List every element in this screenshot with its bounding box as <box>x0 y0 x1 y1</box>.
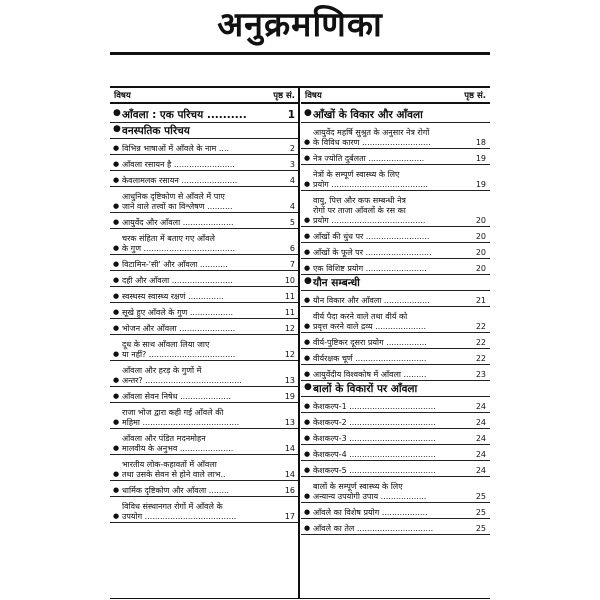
toc-entry-title: भारतीय लोक-कहावतों में आँवला तथा उसके सेवन से होने वाले लाभ.. <box>122 460 226 479</box>
bullet-icon: ● <box>113 376 120 384</box>
bullet-icon: ● <box>113 308 120 316</box>
toc-entry-title: आयुर्वेद महर्षि सुश्रुत के अनुसार नेत्र रोगों के विविध कारण ........................... <box>313 128 431 147</box>
toc-entry <box>301 365 490 381</box>
toc-entry <box>301 191 490 227</box>
bullet-icon: ● <box>304 180 311 188</box>
header-page-number: पृष्ठ सं. <box>464 90 486 101</box>
bullet-icon: ● <box>304 232 311 240</box>
toc-entry-title: केशकल्प-5 .................................. <box>313 466 436 475</box>
toc-entry <box>110 229 299 255</box>
toc-entry-page: 16 <box>284 486 295 495</box>
toc-entry-page: 12 <box>284 350 295 359</box>
toc-entry-page: 24 <box>475 418 486 427</box>
bullet-icon: ● <box>113 108 121 118</box>
toc-section-heading <box>110 107 299 123</box>
toc-entry-page: 4 <box>289 176 295 185</box>
bullet-icon: ● <box>113 292 120 300</box>
bullet-icon: ● <box>113 244 120 252</box>
toc-entry-page: 22 <box>475 322 486 331</box>
toc-entry <box>301 461 490 477</box>
toc-entry-title: धार्मिक दृष्टिकोण और आँवला ........ <box>122 486 230 495</box>
toc-entry-title: भोजन और आँवला ...................... <box>122 324 236 333</box>
toc-entry-page: 1 <box>287 109 295 121</box>
bullet-icon: ● <box>113 276 120 284</box>
bullet-icon: ● <box>304 216 311 224</box>
toc-entry-page: 14 <box>284 470 295 479</box>
toc-entry <box>301 429 490 445</box>
toc-entry-page: 19 <box>475 154 486 163</box>
page-title: अनुक्रमणिका <box>217 5 383 45</box>
bullet-icon: ● <box>113 160 120 168</box>
toc-entry-title: आँवला : एक परिचय .......... <box>122 109 247 121</box>
bullet-icon: ● <box>113 512 120 520</box>
toc-entry-page: 13 <box>284 418 295 427</box>
bullet-icon: ● <box>113 218 120 226</box>
toc-entry-page: 10 <box>284 276 295 285</box>
toc-entry-page: 17 <box>284 512 295 521</box>
toc-entry-page: 22 <box>475 338 486 347</box>
toc-entry-title: केशकल्प-1 .................................. <box>313 402 436 411</box>
toc-entry-page: 2 <box>289 144 295 153</box>
bullet-icon: ● <box>113 486 120 494</box>
bullet-icon: ● <box>304 338 311 346</box>
toc-entry <box>110 429 299 455</box>
bullet-icon: ● <box>304 276 312 286</box>
toc-entry <box>110 403 299 429</box>
toc-entry <box>110 335 299 361</box>
toc-entry-title: केशकल्प-3 .................................. <box>313 434 436 443</box>
bullet-icon: ● <box>304 466 311 474</box>
toc-entry-title: वायु, पित्त और कफ सम्बन्धी नेत्र रोगों पर ताजा आँवलों के रस का प्रयोग ..................................... <box>313 196 426 225</box>
toc-entry <box>301 227 490 243</box>
toc-entry-title: आधुनिक दृष्टिकोण से आँवले में पाए जाने वाले तत्त्वों का विश्लेषण .......... <box>122 192 233 211</box>
header-subject: विषय <box>114 90 131 101</box>
toc-entry-title: विभिन्न भाषाओं में आँवले के नाम .... <box>122 144 230 153</box>
toc-entry <box>301 333 490 349</box>
toc-entry-page: 24 <box>475 434 486 443</box>
toc-entry-page: 14 <box>284 444 295 453</box>
toc-entry <box>301 445 490 461</box>
toc-entry-page: 19 <box>475 180 486 189</box>
bullet-icon: ● <box>113 470 120 478</box>
toc-entry-title: आयुर्वेद और आँवला .................... <box>122 218 234 227</box>
toc-entry-title: स्वस्थस्य स्वास्थ्य रक्षणं .............. <box>122 292 224 301</box>
bullet-icon: ● <box>113 350 120 358</box>
bullet-icon: ● <box>304 450 311 458</box>
toc-entry-page: 24 <box>475 402 486 411</box>
bullet-icon: ● <box>304 108 312 118</box>
toc-table <box>110 86 490 599</box>
toc-entry-title: बालों के सम्पूर्ण स्वास्थ्य के लिए अन्यान्य उपयोगी उपाय .................. <box>313 482 427 501</box>
toc-entry-page: 6 <box>289 244 295 253</box>
toc-entry-title: केवलामलक रसायन ...................... <box>122 176 238 185</box>
toc-entry-page: 11 <box>284 308 295 317</box>
toc-entry <box>110 187 299 213</box>
toc-entry-title: राजा भोज द्वारा कही गई आँवले की महिमा ...................................... <box>122 408 240 427</box>
toc-entry-title: वीर्यरक्षक चूर्ण ............................ <box>313 354 427 363</box>
toc-entry <box>301 149 490 165</box>
toc-entry-title: चरक संहिता में बताए गए आँवले के गुण .................................... <box>122 234 236 253</box>
toc-entry-title: दही और आँवला ........................ <box>122 276 233 285</box>
toc-entry-page: 20 <box>475 216 486 225</box>
toc-entry-title: आँखों की धुंध पर ......................... <box>313 232 430 241</box>
bullet-icon: ● <box>304 248 311 256</box>
bullet-icon: ● <box>304 264 311 272</box>
toc-entry-page: 4 <box>289 202 295 211</box>
bullet-icon: ● <box>113 260 120 268</box>
bullet-icon: ● <box>304 382 312 392</box>
toc-entry <box>110 171 299 187</box>
toc-entry-page: 23 <box>475 370 486 379</box>
bullet-icon: ● <box>113 444 120 452</box>
toc-entry-title: आँवले का तेल .............................. <box>313 524 434 533</box>
column-header-right <box>301 88 490 104</box>
toc-entry-title: वीर्य पैदा करने वाले तथा वीर्य को प्रवृत्त करने वाले द्रव्य .................... <box>313 312 426 331</box>
toc-entry <box>301 259 490 275</box>
toc-entry-page: 19 <box>284 392 295 401</box>
toc-section-heading <box>301 275 490 291</box>
column-header-left <box>110 88 299 104</box>
toc-entry <box>301 243 490 259</box>
toc-entry <box>110 213 299 229</box>
toc-entry-page: 12 <box>284 324 295 333</box>
toc-entry <box>110 155 299 171</box>
toc-section-heading <box>301 381 490 397</box>
toc-entry-title: आँवले का विशेष प्रयोग .................. <box>313 508 428 517</box>
toc-entry-title: आँवला सेवन निषेध .................... <box>122 392 231 401</box>
bullet-icon: ● <box>304 508 311 516</box>
toc-entry-page: 25 <box>475 492 486 501</box>
bullet-icon: ● <box>304 370 311 378</box>
toc-entry <box>110 255 299 271</box>
toc-entry <box>110 319 299 335</box>
toc-entry <box>301 291 490 307</box>
toc-entry-title: विविध संस्थानगत रोगों में आँवले के उपयोग .................................... <box>122 502 237 521</box>
toc-entry-page: 7 <box>289 260 295 269</box>
bullet-icon: ● <box>304 354 311 362</box>
toc-entry-title: केशकल्प-2 .................................. <box>313 418 436 427</box>
bullet-icon: ● <box>113 124 121 134</box>
toc-entry <box>301 503 490 519</box>
header-subject: विषय <box>305 90 322 101</box>
toc-entry <box>110 139 299 155</box>
bullet-icon: ● <box>304 402 311 410</box>
bullet-icon: ● <box>113 202 120 210</box>
toc-section-heading <box>110 123 299 139</box>
toc-entry <box>110 387 299 403</box>
bullet-icon: ● <box>113 392 120 400</box>
bullet-icon: ● <box>304 296 311 304</box>
toc-entry <box>301 307 490 333</box>
toc-entry-page: 11 <box>284 292 295 301</box>
toc-entry <box>301 413 490 429</box>
toc-entry-title: आयुर्वेदीय विश्वकोष में आँवला ......... <box>313 370 427 379</box>
bullet-icon: ● <box>113 176 120 184</box>
toc-entry-title: आँवला और पंडित मदनमोहन मालवीय के अनुभव ..................... <box>122 434 234 453</box>
toc-entries-left <box>110 107 299 523</box>
toc-entry <box>301 477 490 503</box>
bullet-icon: ● <box>304 138 311 146</box>
toc-entry <box>110 361 299 387</box>
title-rule <box>110 52 490 55</box>
toc-entry <box>110 497 299 523</box>
bullet-icon: ● <box>304 418 311 426</box>
toc-entry <box>110 455 299 481</box>
toc-entry-title: नेत्रों के सम्पूर्ण स्वास्थ्य के लिए प्रयोग ...................................... <box>313 170 428 189</box>
toc-entry-title: आँवला और हरड़ के गुणों में अन्तर? ...................................... <box>122 366 242 385</box>
bullet-icon: ● <box>113 418 120 426</box>
bullet-icon: ● <box>304 154 311 162</box>
toc-entry <box>110 271 299 287</box>
toc-entry <box>301 123 490 149</box>
toc-entry-title: आँखों के विकार और आँवला <box>313 109 423 121</box>
toc-entry-page: 18 <box>475 138 486 147</box>
toc-entry <box>110 287 299 303</box>
toc-entry-title: केशकल्प-4 .................................. <box>313 450 436 459</box>
bullet-icon: ● <box>304 322 311 330</box>
toc-entry-page: 13 <box>284 376 295 385</box>
toc-entry-page: 5 <box>289 218 295 227</box>
bullet-icon: ● <box>113 324 120 332</box>
toc-entry-title: आँवला रसायन है ........................ <box>122 160 235 169</box>
toc-entry-title: आँखों के फूले पर .......................... <box>313 248 432 257</box>
bullet-icon: ● <box>304 434 311 442</box>
toc-entry-title: एक विशिष्ट प्रयोग ........................ <box>313 264 427 273</box>
bullet-icon: ● <box>304 524 311 532</box>
toc-entry <box>301 519 490 535</box>
toc-entry <box>301 397 490 413</box>
bullet-icon: ● <box>304 492 311 500</box>
toc-entry-title: यौन सम्बन्धी <box>313 277 360 289</box>
toc-entry-page: 22 <box>475 354 486 363</box>
toc-entry-page: 24 <box>475 466 486 475</box>
toc-entries-right <box>301 107 490 535</box>
toc-entry-title: सूखे हुए आँवले के गुण ................. <box>122 308 234 317</box>
header-page-number: पृष्ठ सं. <box>273 90 295 101</box>
toc-entry-page: 21 <box>475 296 486 305</box>
toc-entry-page: 25 <box>475 508 486 517</box>
toc-entry-page: 20 <box>475 264 486 273</box>
toc-entry-title: वीर्य-पुष्टिकर दूसरा प्रयोग ................ <box>313 338 427 347</box>
toc-entry-title: बालों के विकारों पर आँवला <box>313 383 418 395</box>
toc-entry-title: नेत्र ज्योति दुर्बलता ...................... <box>313 154 425 163</box>
toc-entry-title: यौन विकार और आँवला .................. <box>313 296 430 305</box>
toc-entry-page: 24 <box>475 450 486 459</box>
toc-entry-title: विटामिन-'सी' और आँवला ........... <box>122 260 228 269</box>
toc-entry <box>110 303 299 319</box>
toc-entry-page: 20 <box>475 232 486 241</box>
toc-entry <box>110 481 299 497</box>
column-divider <box>298 88 300 598</box>
toc-section-heading <box>301 107 490 123</box>
toc-entry <box>301 349 490 365</box>
toc-entry-page: 3 <box>289 160 295 169</box>
toc-entry <box>301 165 490 191</box>
toc-entry-title: दूध के साथ आँवला लिया जाए या नहीं? .................................. <box>122 340 236 359</box>
toc-column-right <box>301 88 490 598</box>
toc-column-left <box>110 88 299 598</box>
toc-entry-title: वनस्पतिक परिचय <box>122 125 190 137</box>
bullet-icon: ● <box>113 144 120 152</box>
toc-entry-page: 25 <box>475 524 486 533</box>
toc-entry-page: 20 <box>475 248 486 257</box>
